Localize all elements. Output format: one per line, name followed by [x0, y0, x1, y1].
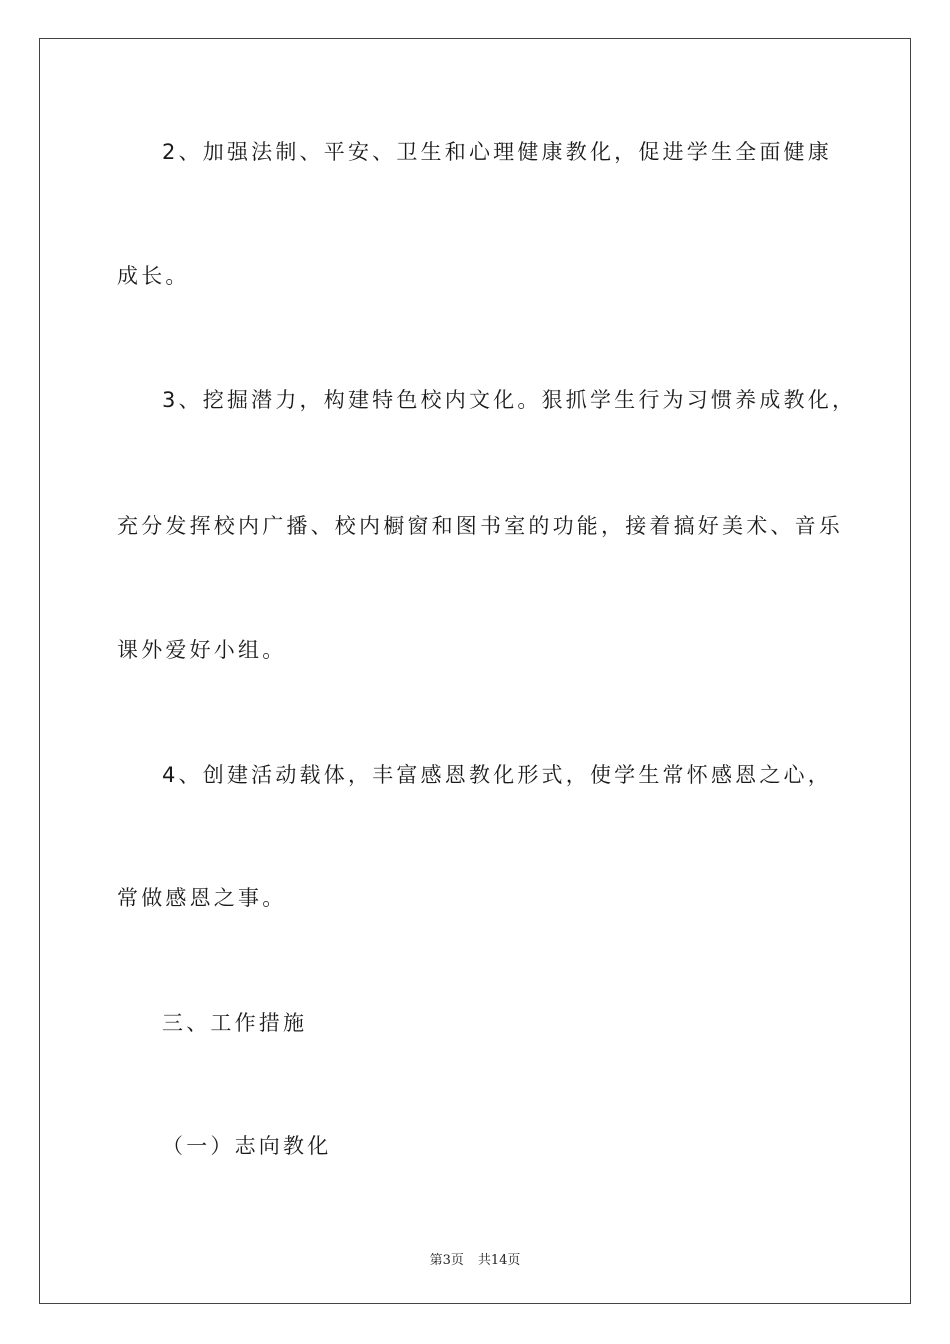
- paragraph-3-line-1: 3、挖掘潜力，构建特色校内文化。狠抓学生行为习惯养成教化，: [162, 388, 857, 412]
- section-heading: 三、工作措施: [162, 1011, 308, 1035]
- paragraph-3-line-2: 充分发挥校内广播、校内橱窗和图书室的功能，接着搞好美术、音乐: [117, 514, 843, 538]
- paragraph-3-line-3: 课外爱好小组。: [117, 638, 287, 662]
- paragraph-4-line-2: 常做感恩之事。: [117, 886, 287, 910]
- subsection-heading: （一）志向教化: [162, 1134, 332, 1158]
- paragraph-2-line-2: 成长。: [117, 264, 190, 288]
- page-border: [39, 38, 911, 1304]
- page-footer: [0, 1249, 950, 1268]
- paragraph-4-line-1: 4、创建活动载体，丰富感恩教化形式，使学生常怀感恩之心，: [162, 763, 832, 787]
- page-total: 共14页: [477, 1253, 521, 1268]
- paragraph-2-line-1: 2、加强法制、平安、卫生和心理健康教化，促进学生全面健康: [162, 140, 832, 164]
- page-number: 第3页: [429, 1253, 464, 1268]
